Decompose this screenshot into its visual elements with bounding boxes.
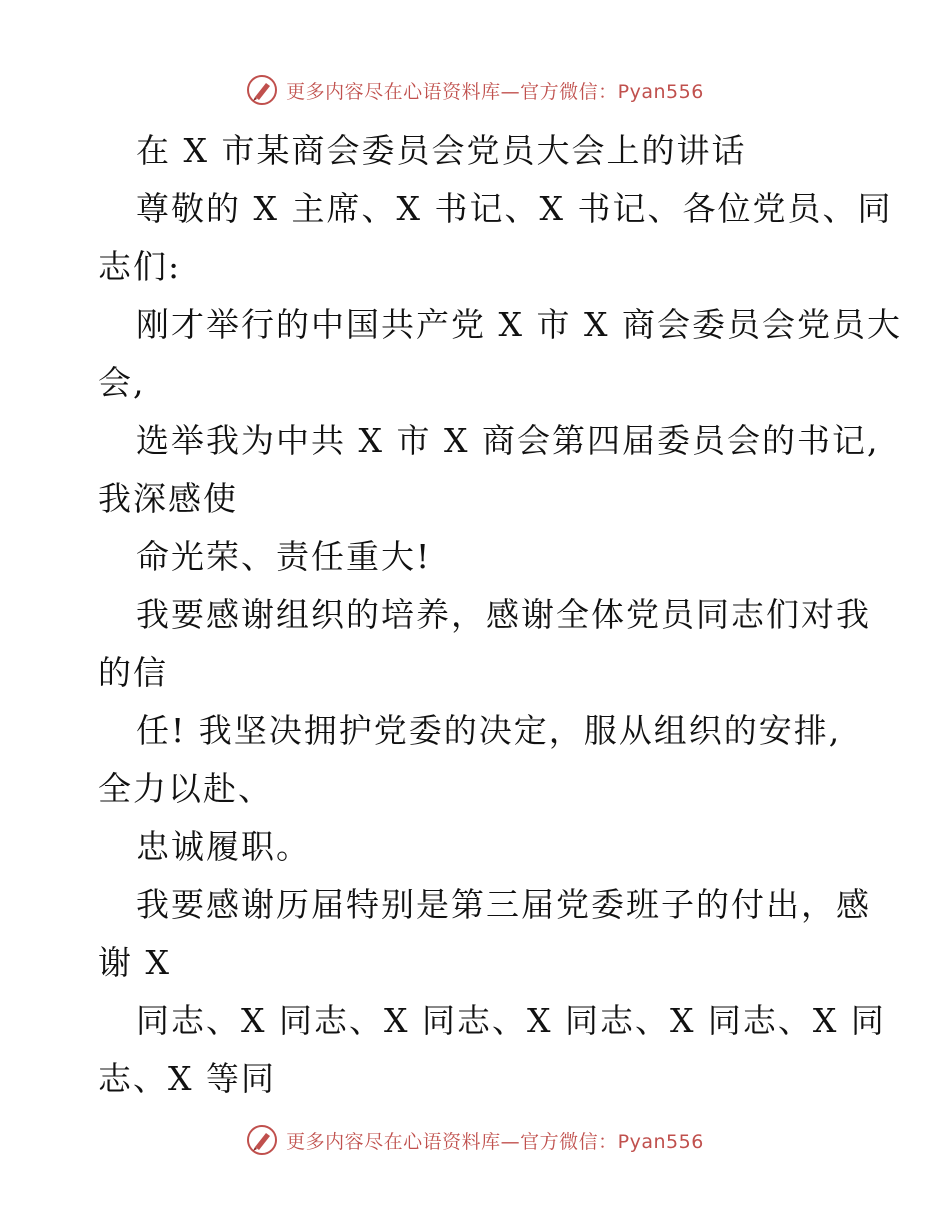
- paragraph-line: 的信: [98, 653, 168, 692]
- paragraph-line: 谢 X: [98, 943, 171, 982]
- paragraph-line: 同志、X 同志、X 同志、X 同志、X 同志、X 同: [136, 1001, 886, 1040]
- paragraph-line: 志们:: [98, 247, 182, 286]
- footer-banner-text: 更多内容尽在心语资料库—官方微信：Pyan556: [286, 1130, 704, 1153]
- paragraph-line: 选举我为中共 X 市 X 商会第四届委员会的书记,: [136, 421, 880, 460]
- header-banner-text: 更多内容尽在心语资料库—官方微信：Pyan556: [286, 80, 704, 103]
- document-body: [98, 122, 902, 1108]
- header-banner: [0, 70, 950, 110]
- paragraph-line: 在 X 市某商会委员会党员大会上的讲话: [136, 131, 747, 170]
- paragraph-line: 任! 我坚决拥护党委的决定，服从组织的安排,: [136, 711, 842, 750]
- paragraph-line: 我要感谢历届特别是第三届党委班子的付出，感: [136, 885, 871, 924]
- paragraph-line: 全力以赴、: [98, 769, 273, 808]
- paragraph-line: 命光荣、责任重大!: [136, 537, 432, 576]
- paragraph-line: 我要感谢组织的培养，感谢全体党员同志们对我: [136, 595, 871, 634]
- paragraph-line: 志、X 等同: [98, 1059, 276, 1098]
- paragraph-line: 我深感使: [98, 479, 238, 518]
- paragraph-line: 尊敬的 X 主席、X 书记、X 书记、各位党员、同: [136, 189, 893, 228]
- paragraph-line: 忠诚履职。: [136, 827, 311, 866]
- pen-logo-icon: [246, 74, 278, 106]
- paragraph-line: 刚才举行的中国共产党 X 市 X 商会委员会党员大: [136, 305, 902, 344]
- footer-banner: [0, 1120, 950, 1160]
- paragraph-line: 会,: [98, 363, 146, 402]
- pen-logo-icon: [246, 1124, 278, 1156]
